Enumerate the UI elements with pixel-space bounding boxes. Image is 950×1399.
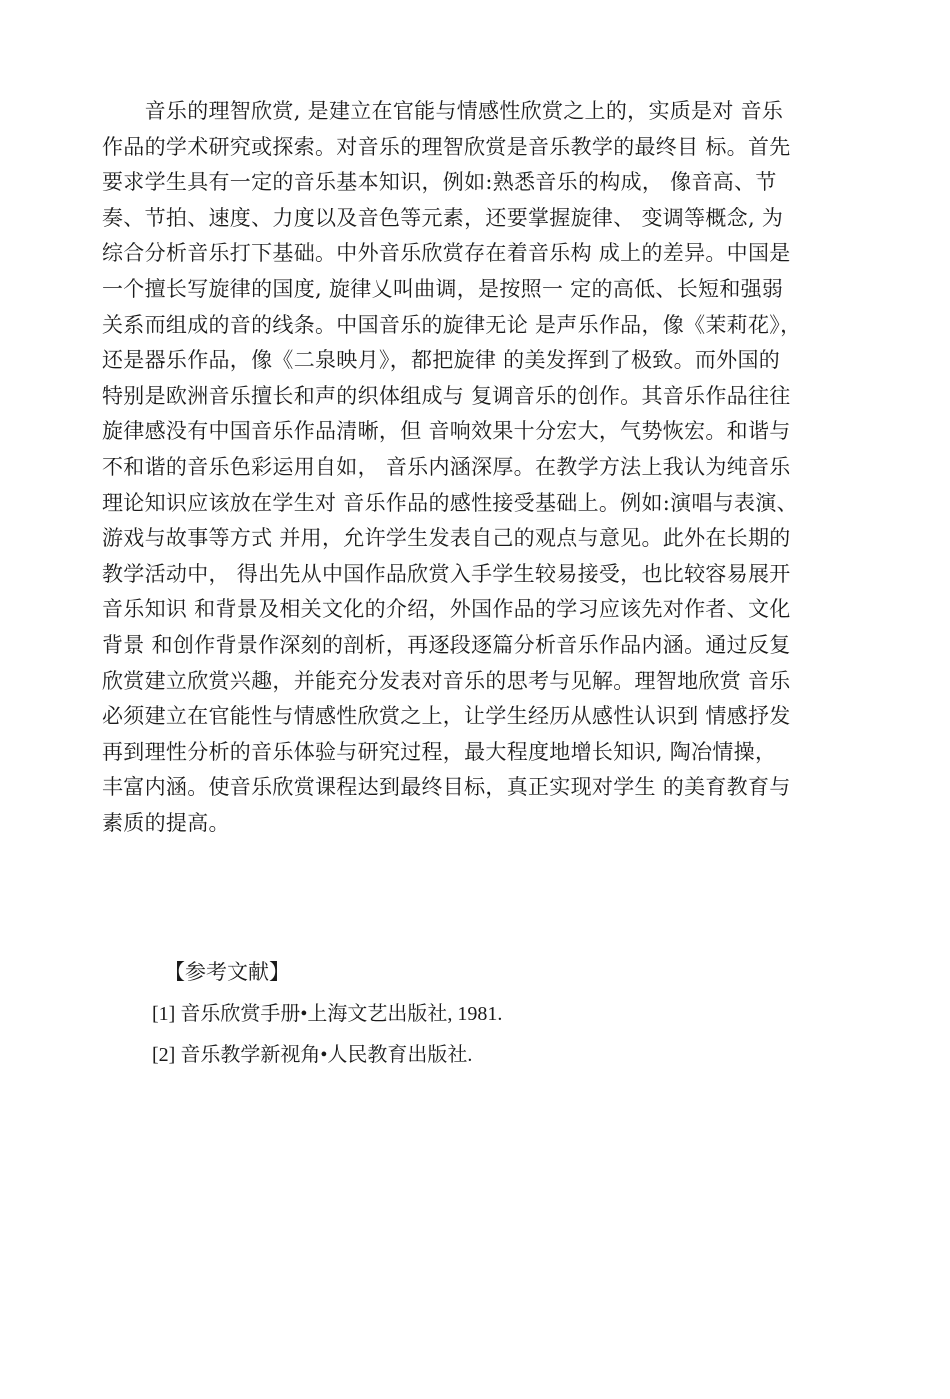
paragraph-line: 理论知识应该放在学生对 音乐作品的感性接受基础上。例如:演唱与表演、 — [102, 490, 798, 515]
paragraph-line: 再到理性分析的音乐体验与研究过程，最大程度地增长知识, 陶冶情操， — [102, 739, 777, 764]
paragraph-line: 关系而组成的音的线条。中国音乐的旋律无论 是声乐作品，像《茉莉花》， — [102, 312, 802, 337]
paragraph-line: 音乐知识 和背景及相关文化的介绍，外国作品的学习应该先对作者、文化 — [102, 597, 791, 622]
paragraph-line: 必须建立在官能性与情感性欣赏之上，让学生经历从感性认识到 情感抒发 — [102, 704, 791, 729]
paragraph-line: 背景 和创作背景作深刻的剖析，再逐段逐篇分析音乐作品内涵。通过反复 — [102, 632, 791, 657]
paragraph-line: 作品的学术研究或探索。对音乐的理智欣赏是音乐教学的最终目 标。首先 — [102, 134, 791, 159]
paragraph-line: 欣赏建立欣赏兴趣，并能充分发表对音乐的思考与见解。理智地欣赏 音乐 — [102, 668, 791, 693]
paragraph-line: 还是器乐作品，像《二泉映月》，都把旋律 的美发挥到了极致。而外国的 — [102, 348, 781, 373]
paragraph-line: 综合分析音乐打下基础。中外音乐欣赏存在着音乐构 成上的差异。中国是 — [102, 241, 791, 266]
paragraph-line: 特别是欧洲音乐擅长和声的织体组成与 复调音乐的创作。其音乐作品往往 — [102, 383, 791, 408]
reference-item: [2] 音乐教学新视角•人民教育出版社. — [152, 1044, 473, 1066]
paragraph-line: 要求学生具有一定的音乐基本知识，例如:熟悉音乐的构成， 像音高、节 — [102, 170, 777, 195]
paragraph-line: 音乐的理智欣赏, 是建立在官能与情感性欣赏之上的，实质是对 音乐 — [102, 99, 784, 123]
paragraph-line: 教学活动中， 得出先从中国作品欣赏入手学生较易接受，也比较容易展开 — [102, 561, 791, 586]
paragraph-line: 丰富内涵。使音乐欣赏课程达到最终目标，真正实现对学生 的美育教育与 — [102, 775, 791, 800]
paragraph-line: 奏、节拍、速度、力度以及音色等元素，还要掌握旋律、 变调等概念, 为 — [102, 205, 784, 230]
paragraph-line: 一个擅长写旋律的国度, 旋律乂叫曲调，是按照一 定的高低、长短和强弱 — [102, 276, 784, 301]
paragraph-line: 素质的提高。 — [102, 810, 230, 835]
references-heading: 【参考文献】 — [164, 960, 290, 984]
paragraph-line: 不和谐的音乐色彩运用自如， 音乐内涵深厚。在教学方法上我认为纯音乐 — [102, 454, 791, 479]
reference-item: [1] 音乐欣赏手册•上海文艺出版社, 1981. — [152, 1003, 503, 1025]
body-paragraph — [102, 94, 862, 841]
paragraph-line: 旋律感没有中国音乐作品清晰，但 音响效果十分宏大，气势恢宏。和谐与 — [102, 419, 791, 444]
paragraph-line: 游戏与故事等方式 并用，允许学生发表自己的观点与意见。此外在长期的 — [102, 526, 791, 551]
